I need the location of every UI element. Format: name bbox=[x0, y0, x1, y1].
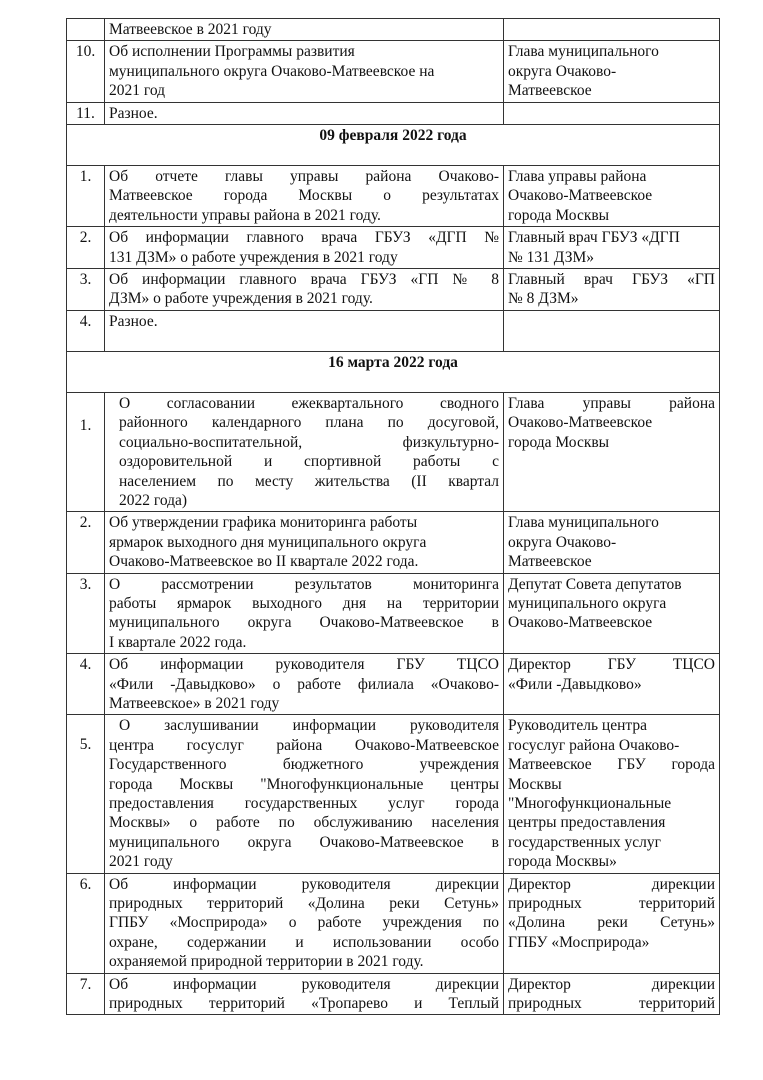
agenda-subject bbox=[105, 873, 504, 973]
agenda-table bbox=[66, 18, 720, 1015]
row-number bbox=[67, 392, 105, 511]
responsible-line: природных территорий bbox=[508, 895, 715, 913]
responsible-line: Директор дирекции bbox=[508, 975, 715, 993]
subject-line: Разное. bbox=[109, 312, 158, 330]
responsible-line: центры предоставления bbox=[508, 814, 666, 832]
document-page bbox=[66, 18, 719, 1015]
responsible-line: № 8 ДЗМ» bbox=[508, 290, 579, 308]
responsible-line: города Москвы bbox=[508, 206, 610, 224]
agenda-subject bbox=[105, 227, 504, 269]
responsible-line: Матвеевское bbox=[508, 82, 592, 100]
row-number: 2. bbox=[67, 227, 105, 269]
responsible-line: Очаково-Матвеевское bbox=[508, 414, 653, 432]
subject-line: ДЗМ» о работе учреждения в 2021 году. bbox=[109, 290, 373, 308]
agenda-subject: Разное. bbox=[105, 102, 504, 124]
responsible-line: ГПБУ «Мосприрода» bbox=[508, 933, 650, 951]
subject-line: Матвеевское» в 2021 году bbox=[109, 694, 280, 712]
responsible-line: Директор дирекции bbox=[508, 875, 715, 893]
table-row bbox=[67, 873, 720, 973]
responsible-line: Очаково-Матвеевское bbox=[508, 187, 653, 205]
row-number bbox=[67, 19, 105, 41]
table-row bbox=[67, 310, 720, 351]
responsible-line: госуслуг района Очаково- bbox=[508, 736, 680, 754]
subject-line: охране, содержании и использовании особо bbox=[109, 933, 499, 951]
responsible-line: округа Очаково- bbox=[508, 533, 617, 551]
subject-line: Москвы» о работе по обслуживанию населения bbox=[109, 814, 499, 832]
responsible-line: "Многофункциональные bbox=[508, 795, 672, 812]
subject-line: О рассмотрении результатов мониторинга bbox=[109, 575, 499, 593]
responsible-line: «Долина реки Сетунь» bbox=[508, 914, 715, 932]
agenda-responsible bbox=[504, 102, 720, 124]
subject-line: 131 ДЗМ» о работе учреждения в 2021 году bbox=[109, 248, 398, 266]
subject-line: 2021 году bbox=[109, 853, 173, 871]
responsible-line: Руководитель центра bbox=[508, 717, 647, 735]
subject-line: Об утверждении графика мониторинга работы bbox=[109, 514, 418, 532]
responsible-line: Главный врач ГБУЗ «ДГП bbox=[508, 229, 680, 247]
subject-line: Об информации руководителя дирекции bbox=[109, 975, 499, 993]
agenda-responsible bbox=[504, 227, 720, 269]
section-date: 09 февраля 2022 года bbox=[67, 125, 720, 166]
responsible-line: округа Очаково- bbox=[508, 62, 617, 80]
row-number: 1. bbox=[67, 166, 105, 227]
responsible-line: Матвеевское bbox=[508, 553, 592, 571]
subject-line: О заслушивании информации руководителя bbox=[119, 717, 499, 735]
responsible-line: города Москвы» bbox=[508, 853, 617, 871]
agenda-subject bbox=[105, 715, 504, 873]
subject-line: социально-воспитательной, физкультурно- bbox=[119, 433, 499, 451]
table-row bbox=[67, 269, 720, 311]
responsible-line: «Фили -Давыдково» bbox=[508, 675, 642, 693]
subject-line: Об информации руководителя дирекции bbox=[109, 875, 499, 893]
row-number: 11. bbox=[67, 102, 105, 124]
responsible-line: Директор ГБУ ТЦСО bbox=[508, 656, 715, 674]
subject-line: центра госуслуг района Очаково-Матвеевское bbox=[109, 736, 499, 754]
subject-line: Матвеевское города Москвы о результатах bbox=[109, 187, 499, 205]
responsible-line: Глава муниципального bbox=[508, 43, 659, 61]
subject-line: Очаково-Матвеевское во II квартале 2022 года. bbox=[109, 553, 419, 571]
row-number: 7. bbox=[67, 973, 105, 1015]
table-row bbox=[67, 19, 720, 41]
agenda-subject bbox=[105, 512, 504, 573]
agenda-subject bbox=[105, 269, 504, 311]
table-row bbox=[67, 102, 720, 124]
agenda-responsible bbox=[504, 573, 720, 654]
row-number: 10. bbox=[67, 41, 105, 102]
responsible-line: Главный врач ГБУЗ «ГП bbox=[508, 271, 715, 289]
table-row bbox=[67, 512, 720, 573]
agenda-responsible bbox=[504, 654, 720, 715]
table-row bbox=[67, 573, 720, 654]
section-date-row bbox=[67, 351, 720, 392]
responsible-line: Москвы bbox=[508, 775, 562, 793]
subject-line: I квартале 2022 года. bbox=[109, 633, 247, 651]
row-number: 4. bbox=[67, 654, 105, 715]
agenda-responsible bbox=[504, 973, 720, 1015]
agenda-subject bbox=[105, 973, 504, 1015]
subject-line: О согласовании ежеквартального сводного bbox=[119, 394, 499, 412]
agenda-responsible bbox=[504, 269, 720, 311]
responsible-line: Глава управы района bbox=[508, 394, 715, 412]
subject-line: Об информации главного врача ГБУЗ «ГП № 8 bbox=[109, 271, 499, 289]
subject-line: деятельности управы района в 2021 году. bbox=[109, 206, 381, 224]
subject-line: предоставления государственных услуг города bbox=[109, 795, 499, 812]
subject-line: муниципального округа Очаково-Матвеевское в bbox=[109, 833, 499, 851]
agenda-responsible bbox=[504, 512, 720, 573]
row-number: 5. bbox=[67, 715, 105, 873]
subject-line: Об информации главного врача ГБУЗ «ДГП № bbox=[109, 229, 499, 247]
agenda-subject bbox=[105, 310, 504, 351]
subject-line: «Фили -Давыдково» о работе филиала «Очаково- bbox=[109, 675, 499, 693]
agenda-subject bbox=[105, 392, 504, 511]
subject-line: муниципального округа Очаково-Матвеевское в bbox=[109, 614, 499, 632]
subject-line: 2021 год bbox=[109, 82, 166, 100]
agenda-responsible bbox=[504, 873, 720, 973]
table-row bbox=[67, 973, 720, 1015]
responsible-line: Глава управы района bbox=[508, 168, 647, 186]
table-row bbox=[67, 654, 720, 715]
row-number: 4. bbox=[67, 310, 105, 351]
subject-line: ярмарок выходного дня муниципального округа bbox=[109, 533, 427, 551]
section-date-row bbox=[67, 125, 720, 166]
subject-line: Об отчете главы управы района Очаково- bbox=[109, 168, 499, 186]
subject-line: охраняемой природной территории в 2021 году. bbox=[109, 953, 424, 971]
row-number: 6. bbox=[67, 873, 105, 973]
subject-line: населением по месту жительства (II квартал bbox=[119, 472, 499, 490]
agenda-responsible bbox=[504, 41, 720, 102]
table-row bbox=[67, 227, 720, 269]
subject-line: работы ярмарок выходного дня на территории bbox=[109, 594, 499, 612]
agenda-subject: Матвеевское в 2021 году bbox=[105, 19, 504, 41]
table-row bbox=[67, 715, 720, 873]
responsible-line: муниципального округа bbox=[508, 594, 667, 612]
row-number: 3. bbox=[67, 269, 105, 311]
subject-line: оздоровительной и спортивной работы с bbox=[119, 453, 499, 471]
subject-line: Об информации руководителя ГБУ ТЦСО bbox=[109, 656, 499, 674]
responsible-line: государственных услуг bbox=[508, 833, 661, 851]
responsible-line: Матвеевское ГБУ города bbox=[508, 756, 715, 774]
subject-line: районного календарного плана по досуговой, bbox=[119, 414, 499, 432]
table-row bbox=[67, 41, 720, 102]
agenda-subject bbox=[105, 573, 504, 654]
subject-line: природных территорий «Долина реки Сетунь» bbox=[109, 895, 499, 913]
subject-line: города Москвы "Многофункциональные центры bbox=[109, 775, 499, 793]
agenda-responsible bbox=[504, 310, 720, 351]
agenda-responsible bbox=[504, 392, 720, 511]
subject-line: 2022 года) bbox=[119, 491, 188, 509]
subject-line: Государственного бюджетного учреждения bbox=[109, 756, 499, 774]
table-row bbox=[67, 392, 720, 511]
section-date: 16 марта 2022 года bbox=[67, 351, 720, 392]
responsible-line: города Москвы bbox=[508, 433, 610, 451]
agenda-responsible bbox=[504, 166, 720, 227]
responsible-line: № 131 ДЗМ» bbox=[508, 248, 595, 266]
subject-line: муниципального округа Очаково-Матвеевское на bbox=[109, 62, 435, 80]
subject-line: ГПБУ «Мосприрода» о работе учреждения по bbox=[109, 914, 499, 932]
subject-line: природных территорий «Тропарево и Теплый bbox=[109, 995, 499, 1013]
responsible-line: Глава муниципального bbox=[508, 514, 659, 532]
responsible-line: Депутат Совета депутатов bbox=[508, 575, 682, 593]
row-number: 3. bbox=[67, 573, 105, 654]
table-row bbox=[67, 166, 720, 227]
responsible-line: Очаково-Матвеевское bbox=[508, 614, 653, 632]
agenda-subject bbox=[105, 654, 504, 715]
agenda-subject bbox=[105, 41, 504, 102]
agenda-responsible bbox=[504, 19, 720, 41]
subject-line: Об исполнении Программы развития bbox=[109, 43, 355, 61]
responsible-line: природных территорий bbox=[508, 995, 715, 1013]
agenda-responsible bbox=[504, 715, 720, 873]
row-number-label: 1. bbox=[79, 416, 92, 434]
agenda-subject bbox=[105, 166, 504, 227]
row-number: 2. bbox=[67, 512, 105, 573]
